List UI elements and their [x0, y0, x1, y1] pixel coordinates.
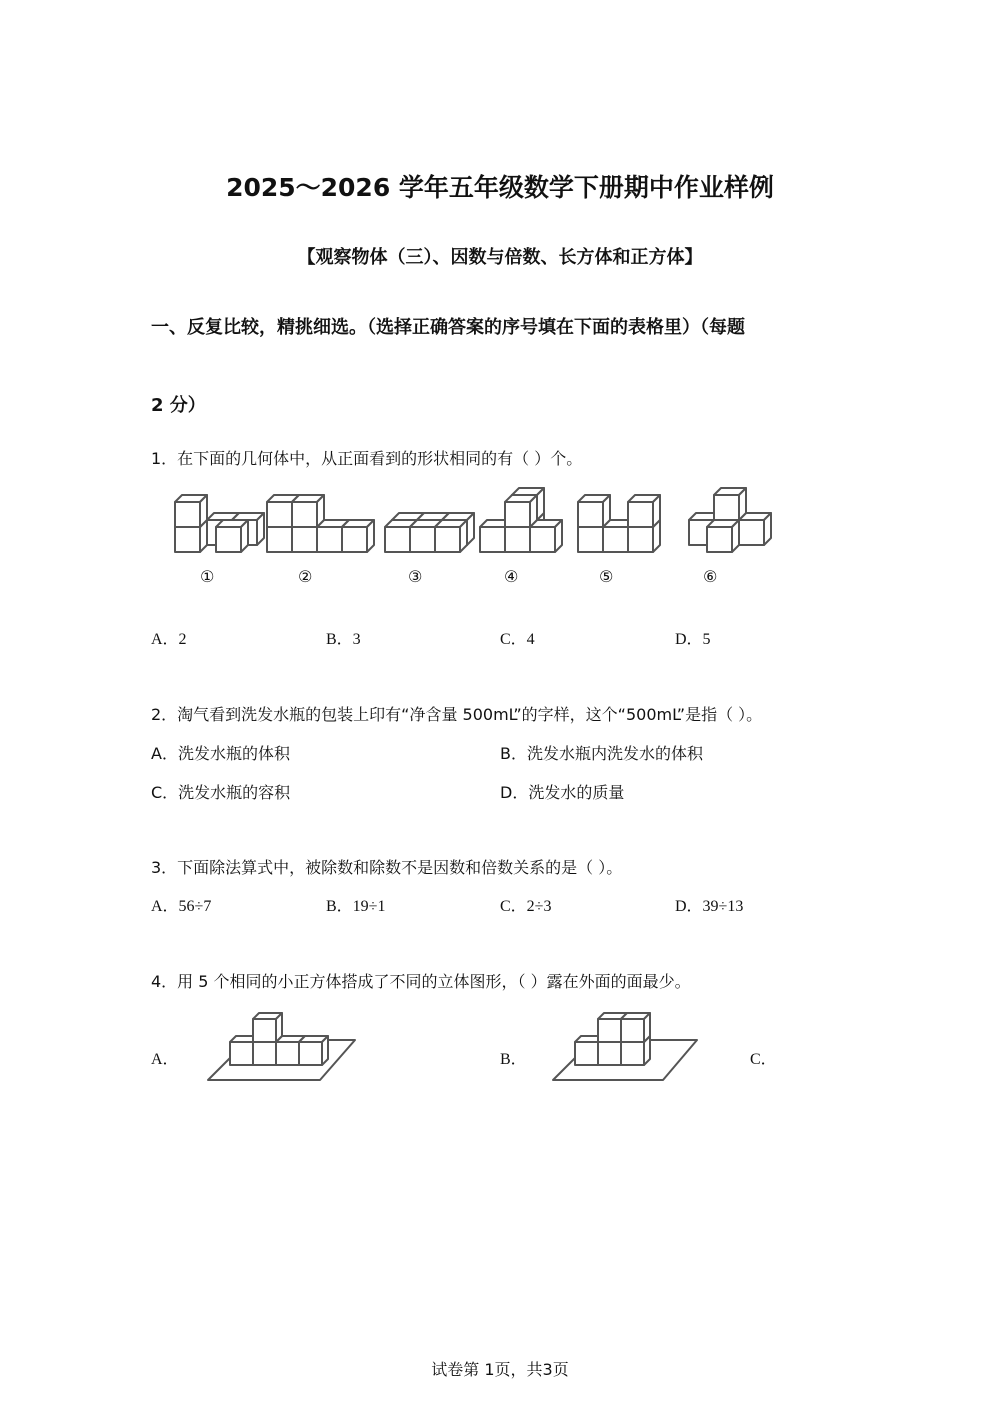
q1-figure-label-5: ⑤	[599, 567, 614, 586]
cube-face	[621, 1019, 644, 1042]
q2-stem: 2．淘气看到洗发水瓶的包装上印有“净含量 500mL”的字样，这个“500mL”是指（ ）。	[151, 705, 763, 724]
cube-face	[598, 1019, 621, 1042]
page-title: 2025～2026 学年五年级数学下册期中作业样例	[226, 173, 774, 202]
q1-stem: 1．在下面的几何体中，从正面看到的形状相同的有（ ）个。	[151, 449, 583, 468]
cube-face	[435, 527, 460, 552]
q2-option-b[interactable]: B．洗发水瓶内洗发水的体积	[500, 744, 703, 763]
q1-figure-label-4: ④	[504, 567, 519, 586]
cube-face	[342, 527, 367, 552]
q3-stem: 3．下面除法算式中，被除数和除数不是因数和倍数关系的是（ ）。	[151, 858, 623, 877]
cube-face	[598, 1042, 621, 1065]
cube-face	[317, 527, 342, 552]
q2-option-d[interactable]: D．洗发水的质量	[500, 783, 625, 802]
q1-figures	[170, 482, 780, 562]
q1-figure-label-1: ①	[200, 567, 215, 586]
cube-face	[764, 513, 771, 545]
cube-face	[732, 520, 739, 552]
q4-option-c[interactable]: C．	[750, 1051, 777, 1068]
cube-face	[739, 488, 746, 520]
cube-face	[253, 1042, 276, 1065]
cube-face	[230, 1042, 253, 1065]
cube-face	[739, 520, 764, 545]
cube-face	[628, 502, 653, 527]
cube-face	[714, 495, 739, 520]
cube-face	[257, 513, 264, 545]
q1-option-d[interactable]: D．5	[675, 631, 711, 648]
q3-option-b[interactable]: B．19÷1	[326, 898, 386, 915]
cube-face	[530, 527, 555, 552]
q4-figure-b	[545, 1005, 705, 1085]
section-heading-line2: 2 分）	[151, 395, 206, 416]
cube-face	[216, 527, 241, 552]
page-subtitle: 【观察物体（三）、因数与倍数、长方体和正方体】	[297, 247, 703, 268]
cube-face	[628, 527, 653, 552]
q1-option-a[interactable]: A．2	[151, 631, 187, 648]
section-heading-line1: 一、反复比较，精挑细选。（选择正确答案的序号填在下面的表格里）（每题	[151, 317, 745, 338]
cube-face	[505, 527, 530, 552]
cube-face	[241, 520, 248, 552]
cube-face	[653, 495, 660, 527]
q3-option-c[interactable]: C．2÷3	[500, 898, 552, 915]
cube-face	[575, 1042, 598, 1065]
q1-option-c[interactable]: C．4	[500, 631, 535, 648]
cube-face	[530, 495, 537, 527]
q4-stem: 4．用 5 个相同的小正方体搭成了不同的立体图形，（ ）露在外面的面最少。	[151, 972, 691, 991]
q1-figure-label-6: ⑥	[703, 567, 718, 586]
cube-face	[467, 513, 474, 545]
cube-face	[707, 527, 732, 552]
cube-face	[603, 527, 628, 552]
cube-face	[603, 495, 610, 527]
q3-option-d[interactable]: D．39÷13	[675, 898, 744, 915]
q1-option-b[interactable]: B．3	[326, 631, 361, 648]
cube-face	[367, 520, 374, 552]
cube-face	[175, 502, 200, 527]
q1-figure-label-2: ②	[298, 567, 313, 586]
cube-face	[292, 527, 317, 552]
cube-face	[267, 527, 292, 552]
cube-face	[480, 527, 505, 552]
cube-face	[253, 1019, 276, 1042]
cube-face	[578, 527, 603, 552]
cube-face	[175, 527, 200, 552]
q4-option-b[interactable]: B．	[500, 1051, 527, 1068]
cube-face	[385, 527, 410, 552]
cube-face	[317, 495, 324, 527]
cube-face	[276, 1042, 299, 1065]
cube-face	[537, 488, 544, 520]
cube-face	[410, 527, 435, 552]
q3-option-a[interactable]: A．56÷7	[151, 898, 212, 915]
page-footer: 试卷第 1页，共3页	[431, 1360, 569, 1379]
cube-face	[578, 502, 603, 527]
q2-option-a[interactable]: A．洗发水瓶的体积	[151, 744, 290, 763]
cube-face	[505, 502, 530, 527]
cube-face	[621, 1042, 644, 1065]
q4-option-a[interactable]: A．	[151, 1051, 179, 1068]
q4-figure-a	[200, 1005, 360, 1085]
cube-face	[292, 502, 317, 527]
q2-option-c[interactable]: C．洗发水瓶的容积	[151, 783, 291, 802]
cube-face	[200, 495, 207, 527]
cube-face	[299, 1042, 322, 1065]
cube-face	[460, 520, 467, 552]
cube-face	[267, 502, 292, 527]
q1-figure-label-3: ③	[408, 567, 423, 586]
cube-face	[555, 520, 562, 552]
